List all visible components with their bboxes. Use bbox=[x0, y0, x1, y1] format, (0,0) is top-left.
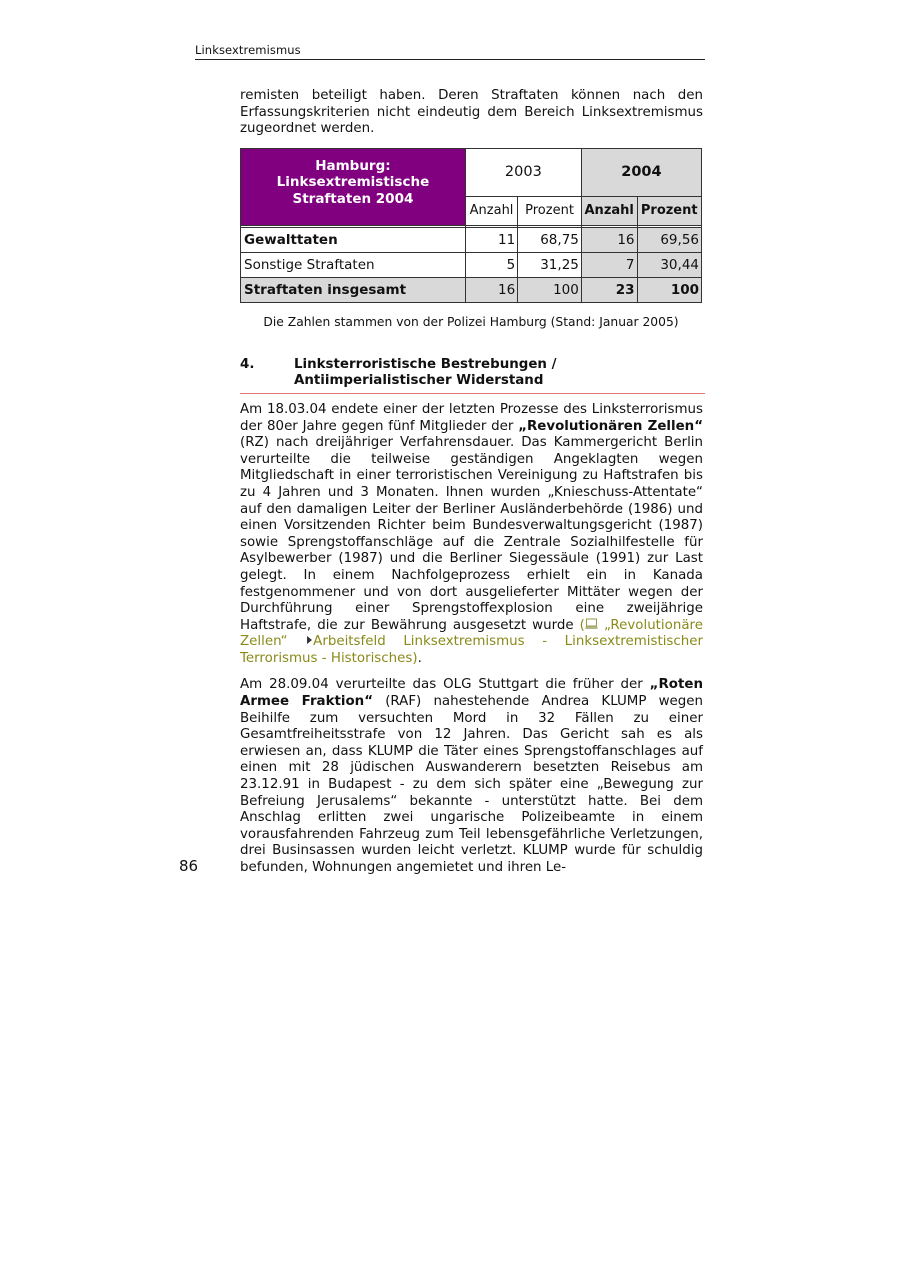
ref-paren: ( bbox=[579, 617, 585, 633]
curr-percent: 30,44 bbox=[637, 252, 702, 277]
table-source-note: Die Zahlen stammen von der Polizei Hamburg (Stand: Januar 2005) bbox=[263, 314, 679, 329]
curr-count: 23 bbox=[581, 277, 637, 302]
section-title-line: Antiimperialistischer Widerstand bbox=[294, 373, 544, 389]
ref-path: Arbeitsfeld Linksextremismus - Linksextremistischer Terrorismus - Historisches) bbox=[240, 634, 703, 666]
curr-count: 16 bbox=[581, 227, 637, 252]
bold-term: „Revolutionären Zellen“ bbox=[518, 418, 703, 434]
paragraph-raf bbox=[240, 677, 703, 876]
table-row-total bbox=[241, 277, 702, 302]
text: (RZ) nach dreijähriger Verfahrensdauer. Das Kammergericht Berlin verurteilte die teilweise geständigen Angeklagten wegen Mitgliedschaft in einer terroristischen Vereinigung zu Haftstrafen bis zu 4 Jahren und 3 Monaten. Ihnen wurden „Knieschuss-Attentate“ auf den damaligen Leiter der Berliner Ausländerbehörde (1986) und einen Vorsitzenden Richter beim Bundesverwaltungsgericht (1987) sowie Sprengstoffanschläge auf die Zentrale Sozialhilfestelle für Asylbewerber (1987) und die Berliner Siegessäule (1991) zur Last gelegt. In einem Nachfolgeprozess erhielt ein in Kanada festgenommener und von dort ausgelieferter Mittäter wegen der Durchführung einer Sprengstoffexplosion eine zweijährige Haftstrafe, die zur Bewährung ausgesetzt wurde bbox=[240, 435, 703, 633]
curr-count: 7 bbox=[581, 252, 637, 277]
prev-percent: 100 bbox=[518, 277, 582, 302]
section-title-line: Linksterroristische Bestrebungen / bbox=[294, 356, 557, 372]
section-title bbox=[294, 357, 705, 390]
table-title-line: Linksextremistische bbox=[276, 174, 430, 191]
text: (RAF) nahestehende Andrea KLUMP wegen Beihilfe zum versuchten Mord in 32 Fällen zu einer Gesamtfreiheitsstrafe von 12 Jahren. Das Gericht sah es als erwiesen an, dass KLUMP die Täter eines Sprengstoffanschlages auf einen mit 28 jüdischen Auswanderern besetzten Reisebus am 23.12.91 in Budapest - zu dem sich später eine „Bewegung zur Befreiung Jerusalems“ bekannte - unterstützt hatte. Bei dem Anschlag erlitten zwei ungarische Polizeibeamte in einem vorausfahrenden Fahrzeug zum Teil lebensgefährliche Verletzungen, drei Businsassen wurden leicht verletzt. KLUMP wurde für schuldig befunden, Wohnungen angemietet und ihren Le- bbox=[240, 694, 703, 875]
prev-count: 5 bbox=[465, 252, 517, 277]
table-row bbox=[241, 252, 702, 277]
curr-percent-header: Prozent bbox=[637, 196, 702, 225]
year-prev-header: 2003 bbox=[465, 148, 581, 196]
table-title-line: Straftaten 2004 bbox=[292, 190, 414, 207]
year-curr-header: 2004 bbox=[581, 148, 701, 196]
prev-count: 11 bbox=[465, 227, 517, 252]
row-label: Gewalttaten bbox=[241, 227, 466, 252]
section-number: 4. bbox=[240, 356, 255, 372]
intro-paragraph: remisten beteiligt haben. Deren Straftaten können nach den Erfassungskriterien nicht eindeutig dem Bereich Linksextremismus zugeordnet werden. bbox=[240, 88, 703, 137]
prev-percent-header: Prozent bbox=[518, 196, 582, 225]
table-title-cell bbox=[241, 148, 466, 225]
row-label: Sonstige Straftaten bbox=[241, 252, 466, 277]
paragraph-rz bbox=[240, 402, 703, 668]
section-heading bbox=[240, 357, 705, 394]
running-header bbox=[195, 43, 705, 60]
book-icon bbox=[585, 618, 598, 630]
running-title: Linksextremismus bbox=[195, 43, 301, 57]
text: . bbox=[417, 650, 422, 666]
ref-title: „Revolutionäre Zellen“ bbox=[240, 617, 703, 650]
table-title-line: Hamburg: bbox=[315, 157, 391, 174]
table-row bbox=[241, 227, 702, 252]
curr-percent: 100 bbox=[637, 277, 702, 302]
prev-count-header: Anzahl bbox=[465, 196, 517, 225]
text: Am 18.03.04 endete einer der letzten Prozesse des Linksterrorismus der 80er Jahre gegen fünf Mitglieder der bbox=[240, 401, 703, 434]
prev-percent: 31,25 bbox=[518, 252, 582, 277]
prev-count: 16 bbox=[465, 277, 517, 302]
statistics-table bbox=[240, 148, 702, 303]
table-header-row bbox=[241, 148, 702, 196]
text: Am 28.09.04 verurteilte das OLG Stuttgart die früher der bbox=[240, 677, 650, 693]
curr-count-header: Anzahl bbox=[581, 196, 637, 225]
row-label: Straftaten insgesamt bbox=[241, 277, 466, 302]
curr-percent: 69,56 bbox=[637, 227, 702, 252]
bold-term: „Roten Armee Fraktion“ bbox=[240, 677, 703, 710]
arrow-right-icon bbox=[305, 635, 313, 645]
page-number: 86 bbox=[179, 857, 199, 875]
page-content bbox=[240, 88, 703, 887]
prev-percent: 68,75 bbox=[518, 227, 582, 252]
